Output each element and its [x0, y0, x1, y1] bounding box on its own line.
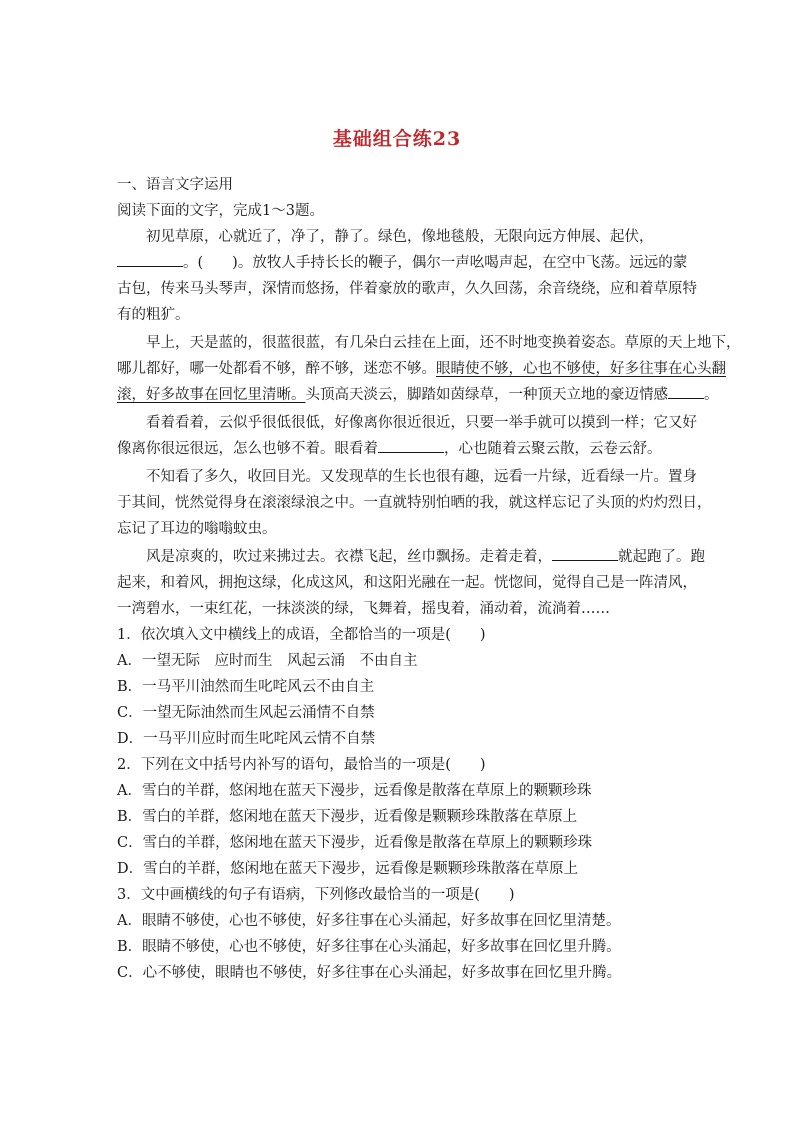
paragraph-line: 不知看了多久，收回目光。又发现草的生长也很有趣，远看一片绿，近看绿一片。置身 — [146, 469, 697, 485]
paragraph-line: 早上，天是蓝的，很蓝很蓝，有几朵白云挂在上面，还不时地变换着姿态。草原的天上地下， — [146, 335, 741, 351]
option-b[interactable]: B．一马平川油然而生叱咤风云不由自主 — [117, 679, 375, 695]
document-body — [117, 172, 741, 986]
paragraph-line: 风是凉爽的，吹过来拂过去。衣襟飞起，丝巾飘扬。走着走着， 就起跑了。跑 — [117, 544, 677, 570]
option-b[interactable]: B．眼睛不够使，心也不够使，好多往事在心头涌起，好多故事在回忆里升腾。 — [117, 939, 621, 955]
fill-blank-1 — [117, 252, 183, 267]
paragraph-line: 忘记了耳边的嗡嗡蚊虫。 — [117, 521, 277, 537]
question-2 — [117, 752, 677, 882]
passage-paragraph-1 — [117, 224, 697, 328]
paragraph-line: 初见草原，心就近了，净了，静了。绿色，像地毯般，无限向远方伸展、起伏， — [146, 229, 654, 245]
paragraph-line: 。( )。放牧人手持长长的鞭子，偶尔一声吆喝声起，在空中飞荡。远远的蒙 — [117, 250, 677, 276]
paragraph-line: 古包，传来马头琴声，深情而悠扬，伴着豪放的歌声，久久回荡，余音绕绕，应和着草原特 — [117, 281, 697, 297]
instruction-text: 阅读下面的文字，完成1～3题。 — [117, 203, 324, 219]
question-3 — [117, 882, 677, 986]
question-stem: 1．依次填入文中横线上的成语，全都恰当的一项是( ) — [117, 627, 486, 643]
option-a[interactable]: A．眼睛不够使，心也不够使，好多往事在心头涌起，好多故事在回忆里清楚。 — [117, 913, 621, 929]
page-title: 基础组合练23 — [332, 128, 462, 150]
fill-blank-4 — [552, 546, 618, 561]
section-heading: 一、语言文字运用 — [117, 177, 233, 193]
passage-paragraph-2 — [117, 330, 741, 408]
paragraph-line: 一湾碧水，一束红花，一抹淡淡的绿，飞舞着，摇曳着，涌动着，流淌着…… — [117, 601, 610, 617]
question-stem: 3．文中画横线的句子有语病，下列修改最恰当的一项是( ) — [117, 887, 515, 903]
option-a[interactable]: A．雪白的羊群，悠闲地在蓝天下漫步，远看像是散落在草原上的颗颗珍珠 — [117, 783, 592, 799]
paragraph-line: 哪儿都好，哪一处都看不够，醉不够，迷恋不够。眼睛使不够，心也不够使，好多往事在心头翻 — [117, 361, 726, 377]
paragraph-line: 滚，好多故事在回忆里清晰。头顶高天淡云，脚踏如茵绿草，一种顶天立地的豪迈情感 。 — [117, 382, 677, 408]
option-c[interactable]: C．雪白的羊群，悠闲地在蓝天下漫步，近看像是散落在草原上的颗颗珍珠 — [117, 835, 593, 851]
option-d[interactable]: D．雪白的羊群，悠闲地在蓝天下漫步，远看像是颗颗珍珠散落在草原上 — [117, 861, 579, 877]
paragraph-line: 看着看着，云似乎很低很低，好像离你很近很近，只要一举手就可以摸到一样；它又好 — [146, 415, 697, 431]
option-d[interactable]: D．一马平川应时而生叱咤风云情不自禁 — [117, 731, 376, 747]
fill-blank-2 — [668, 384, 704, 399]
paragraph-line: 像离你很远很远，怎么也够不着。眼看着 ，心也随着云聚云散，云卷云舒。 — [117, 436, 677, 462]
question-stem: 2．下列在文中括号内补写的语句，最恰当的一项是( ) — [117, 757, 486, 773]
passage-paragraph-3 — [117, 410, 697, 462]
question-1 — [117, 622, 677, 752]
paragraph-line: 有的粗犷。 — [117, 307, 190, 323]
underlined-sentence: 眼睛使不够，心也不够使，好多往事在心头翻 — [436, 361, 726, 377]
fill-blank-3 — [378, 438, 444, 453]
option-a[interactable]: A．一望无际 应时而生 风起云涌 不由自主 — [117, 653, 418, 669]
paragraph-line: 起来，和着风，拥抱这绿，化成这风，和这阳光融在一起。恍惚间，觉得自己是一阵清风， — [117, 575, 697, 591]
option-b[interactable]: B．雪白的羊群，悠闲地在蓝天下漫步，近看像是颗颗珍珠散落在草原上 — [117, 809, 578, 825]
passage-paragraph-4 — [117, 464, 712, 542]
passage-paragraph-5 — [117, 544, 705, 622]
paragraph-line: 于其间，恍然觉得身在滚滚绿浪之中。一直就特别怕晒的我，就这样忘记了头顶的灼灼烈日， — [117, 495, 712, 511]
underlined-sentence: 滚，好多故事在回忆里清晰。 — [117, 387, 306, 403]
option-c[interactable]: C．心不够使，眼睛也不够使，好多往事在心头涌起，好多故事在回忆里升腾。 — [117, 965, 622, 981]
option-c[interactable]: C．一望无际油然而生风起云涌情不自禁 — [117, 705, 375, 721]
